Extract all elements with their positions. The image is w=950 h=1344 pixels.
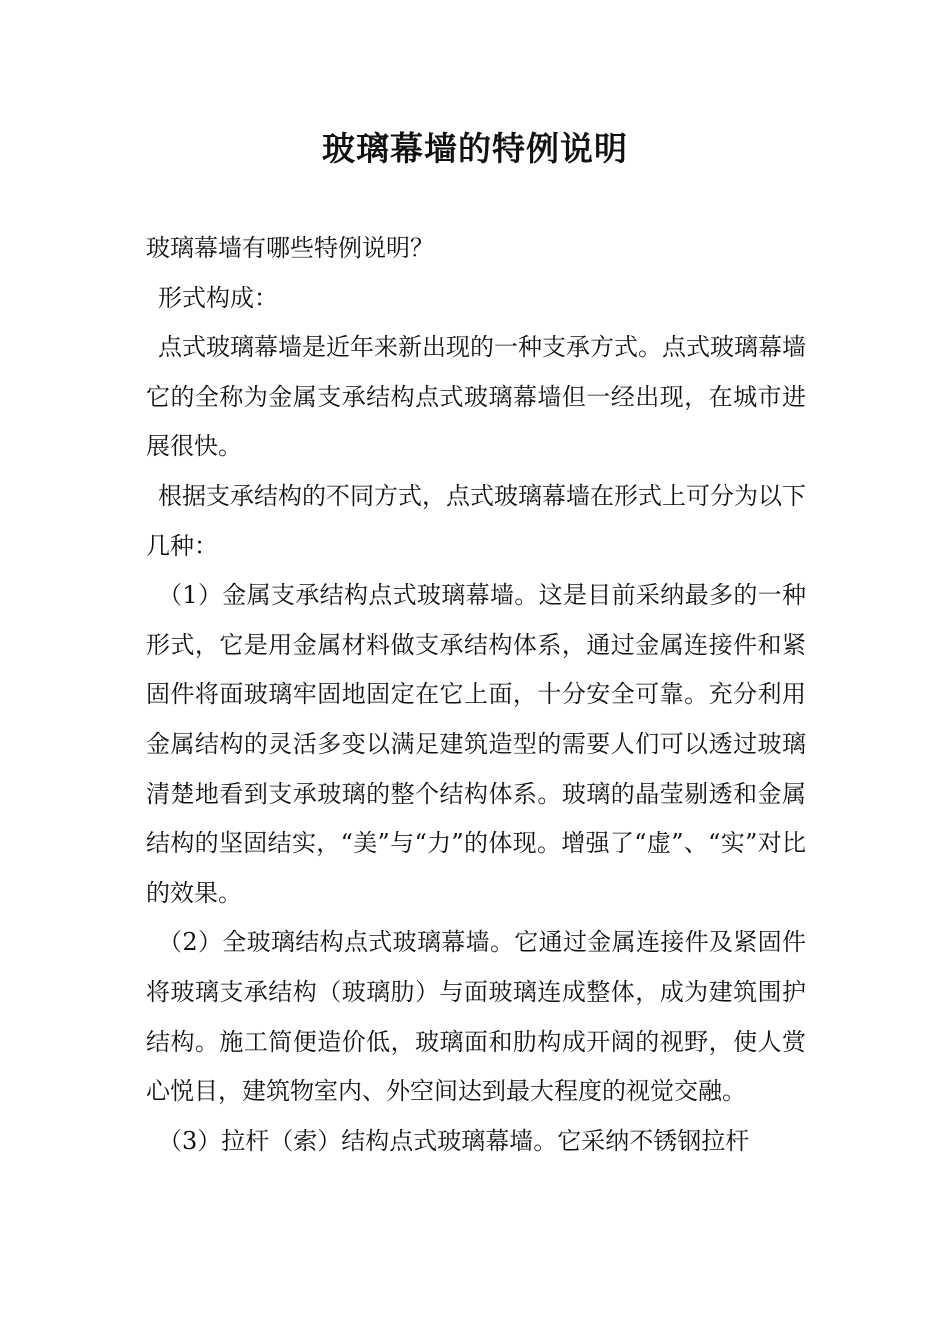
paragraph-types-intro: 根据支承结构的不同方式，点式玻璃幕墙在形式上可分为以下几种：: [146, 481, 806, 560]
paragraph-form-heading: 形式构成：: [158, 283, 278, 312]
paragraph-intro: 点式玻璃幕墙是近年来新出现的一种支承方式。点式玻璃幕墙它的全称为金属支承结构点式玻璃幕墙但一经出现，在城市进展很快。: [146, 333, 806, 461]
paragraph-type-1: （1）金属支承结构点式玻璃幕墙。这是目前采纳最多的一种形式，它是用金属材料做支承结构体系，通过金属连接件和紧固件将面玻璃牢固地固定在它上面，十分安全可靠。充分利用金属结构的灵活多变以满足建筑造型的需要人们可以透过玻璃清楚地看到支承玻璃的整个结构体系。玻璃的晶莹剔透和金属结构的坚固结实，“美”与“力”的体现。增强了“虚”、“实”对比的效果。: [146, 581, 806, 907]
paragraph-type-2: （2）全玻璃结构点式玻璃幕墙。它通过金属连接件及紧固件将玻璃支承结构（玻璃肋）与面玻璃连成整体，成为建筑围护结构。施工简便造价低，玻璃面和肋构成开阔的视野，使人赏心悦目，建筑物室内、外空间达到最大程度的视觉交融。: [146, 928, 806, 1106]
document-body: [146, 224, 806, 1166]
document-title: 玻璃幕墙的特例说明: [322, 129, 628, 168]
paragraph-question: 玻璃幕墙有哪些特例说明？: [146, 234, 434, 262]
paragraph-type-3: （3）拉杆（索）结构点式玻璃幕墙。它采纳不锈钢拉杆: [158, 1126, 750, 1155]
